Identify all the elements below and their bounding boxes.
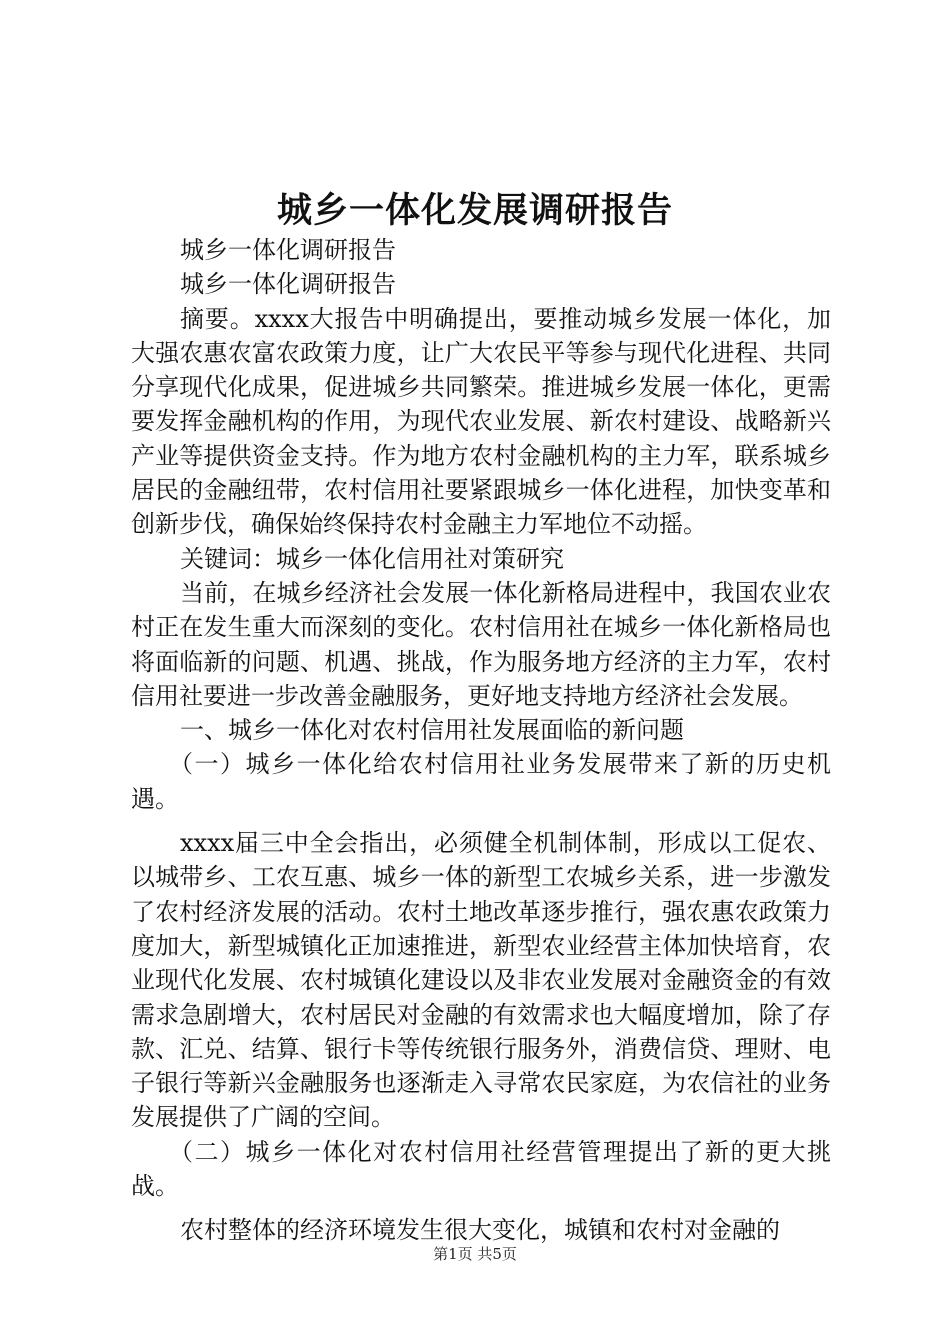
- abstract-paragraph: 摘要。xxxx大报告中明确提出，要推动城乡发展一体化，加大强农惠农富农政策力度，让广大农民平等参与现代化进程、共同分享现代化成果，促进城乡共同繁荣。推进城乡发展一体化，更需要发挥金融机构的作用，为现代农业发展、新农村建设、战略新兴产业等提供资金支持。作为地方农村金融机构的主力军，联系城乡居民的金融纽带，农村信用社要紧跟城乡一体化进程，加快变革和创新步伐，确保始终保持农村金融主力军地位不动摇。: [131, 304, 831, 539]
- document-body: [131, 233, 831, 1248]
- subtitle-line: 城乡一体化调研报告: [180, 270, 396, 299]
- body-paragraph: xxxx届三中全会指出，必须健全机制体制，形成以工促农、以城带乡、工农互惠、城乡一体的新型工农城乡关系，进一步激发了农村经济发展的活动。农村土地改革逐步推行，强农惠农政策力度加大，新型城镇化正加速推进，新型农业经营主体加快培育，农业现代化发展、农村城镇化建设以及非农业发展对金融资金的有效需求急剧增大，农村居民对金融的有效需求也大幅度增加，除了存款、汇兑、结算、银行卡等传统银行服务外，消费信贷、理财、电子银行等新兴金融服务也逐渐走入寻常农民家庭，为农信社的业务发展提供了广阔的空间。: [131, 829, 831, 1132]
- intro-paragraph: 当前，在城乡经济社会发展一体化新格局进程中，我国农业农村正在发生重大而深刻的变化。农村信用社在城乡一体化新格局也将面临新的问题、机遇、挑战，作为服务地方经济的主力军，农村信用社要进一步改善金融服务，更好地支持地方经济社会发展。: [131, 578, 831, 710]
- body-paragraph: 农村整体的经济环境发生很大变化，城镇和农村对金融的: [180, 1216, 780, 1245]
- keywords-line: 关键词：城乡一体化信用社对策研究: [180, 544, 564, 573]
- section-heading: 一、城乡一体化对农村信用社发展面临的新问题: [180, 716, 684, 745]
- subtitle-line: 城乡一体化调研报告: [180, 236, 396, 264]
- document-title: 城乡一体化发展调研报告: [276, 190, 673, 231]
- subsection-heading: （一）城乡一体化给农村信用社业务发展带来了新的历史机遇。: [131, 750, 831, 813]
- page-footer: 第1页 共5页: [433, 1245, 517, 1263]
- subsection-heading: （二）城乡一体化对农村信用社经营管理提出了新的更大挑战。: [131, 1137, 831, 1201]
